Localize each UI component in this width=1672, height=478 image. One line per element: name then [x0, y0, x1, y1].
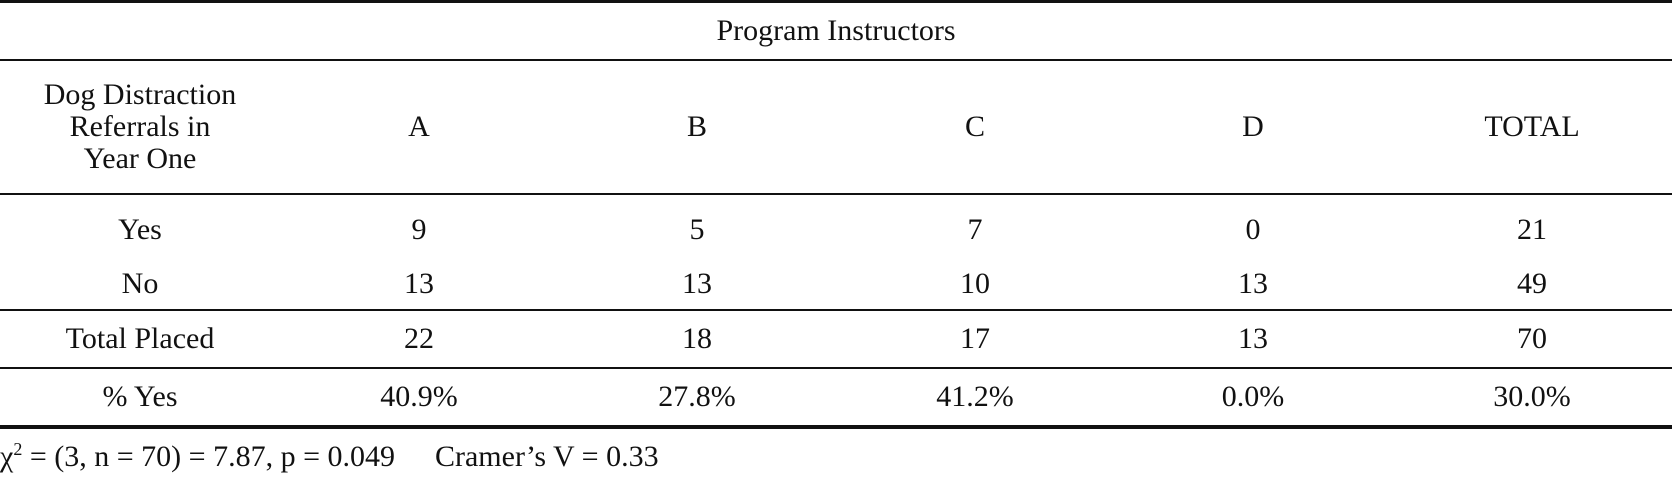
chi-square-result: = (3, n = 70) = 7.87, p = 0.049: [22, 440, 395, 473]
table-cell: 7: [967, 213, 983, 246]
column-header-b: B: [558, 60, 836, 194]
table-group-header-row: [0, 2, 1672, 61]
table-row: [0, 194, 1672, 259]
column-header-d: D: [1114, 60, 1392, 194]
table-cell: 13: [558, 259, 836, 310]
table-cell: 40.9%: [280, 368, 558, 427]
statistics-footnote: [0, 440, 659, 474]
table-cell: 0.0%: [1114, 368, 1392, 427]
row-header-label: [0, 60, 280, 194]
table-row: [0, 259, 1672, 310]
row-label: Yes: [118, 213, 162, 246]
table-cell: 21: [1517, 213, 1548, 246]
table-cell: 27.8%: [558, 368, 836, 427]
table-cell: 13: [1114, 259, 1392, 310]
table-cell: 13: [280, 259, 558, 310]
column-header-a: A: [280, 60, 558, 194]
table-cell: 13: [1114, 310, 1392, 368]
chi-power: 2: [13, 439, 23, 459]
table-cell: 18: [558, 310, 836, 368]
row-label: Total Placed: [0, 310, 280, 368]
row-header-line: Year One: [83, 142, 197, 175]
chi-symbol: χ: [0, 440, 14, 473]
table-cell: 22: [280, 310, 558, 368]
table-column-header-row: [0, 60, 1672, 194]
column-header-c: C: [836, 60, 1114, 194]
table-row: [0, 368, 1672, 427]
table-cell: 10: [836, 259, 1114, 310]
table-cell: 70: [1392, 310, 1672, 368]
cramers-v-result: Cramer’s V = 0.33: [434, 440, 659, 473]
group-header: Program Instructors: [0, 2, 1672, 61]
row-label: No: [0, 259, 280, 310]
row-label: % Yes: [0, 368, 280, 427]
table-cell: 30.0%: [1392, 368, 1672, 427]
column-header-total: TOTAL: [1392, 60, 1672, 194]
table-cell: 9: [411, 213, 427, 246]
table-cell: 5: [689, 213, 705, 246]
table-cell: 41.2%: [836, 368, 1114, 427]
table-row: [0, 310, 1672, 368]
table-cell: 0: [1245, 213, 1261, 246]
row-header-line: Referrals in: [69, 110, 211, 143]
table-cell: 17: [836, 310, 1114, 368]
table-cell: 49: [1392, 259, 1672, 310]
row-header-line: Dog Distraction: [43, 78, 237, 111]
